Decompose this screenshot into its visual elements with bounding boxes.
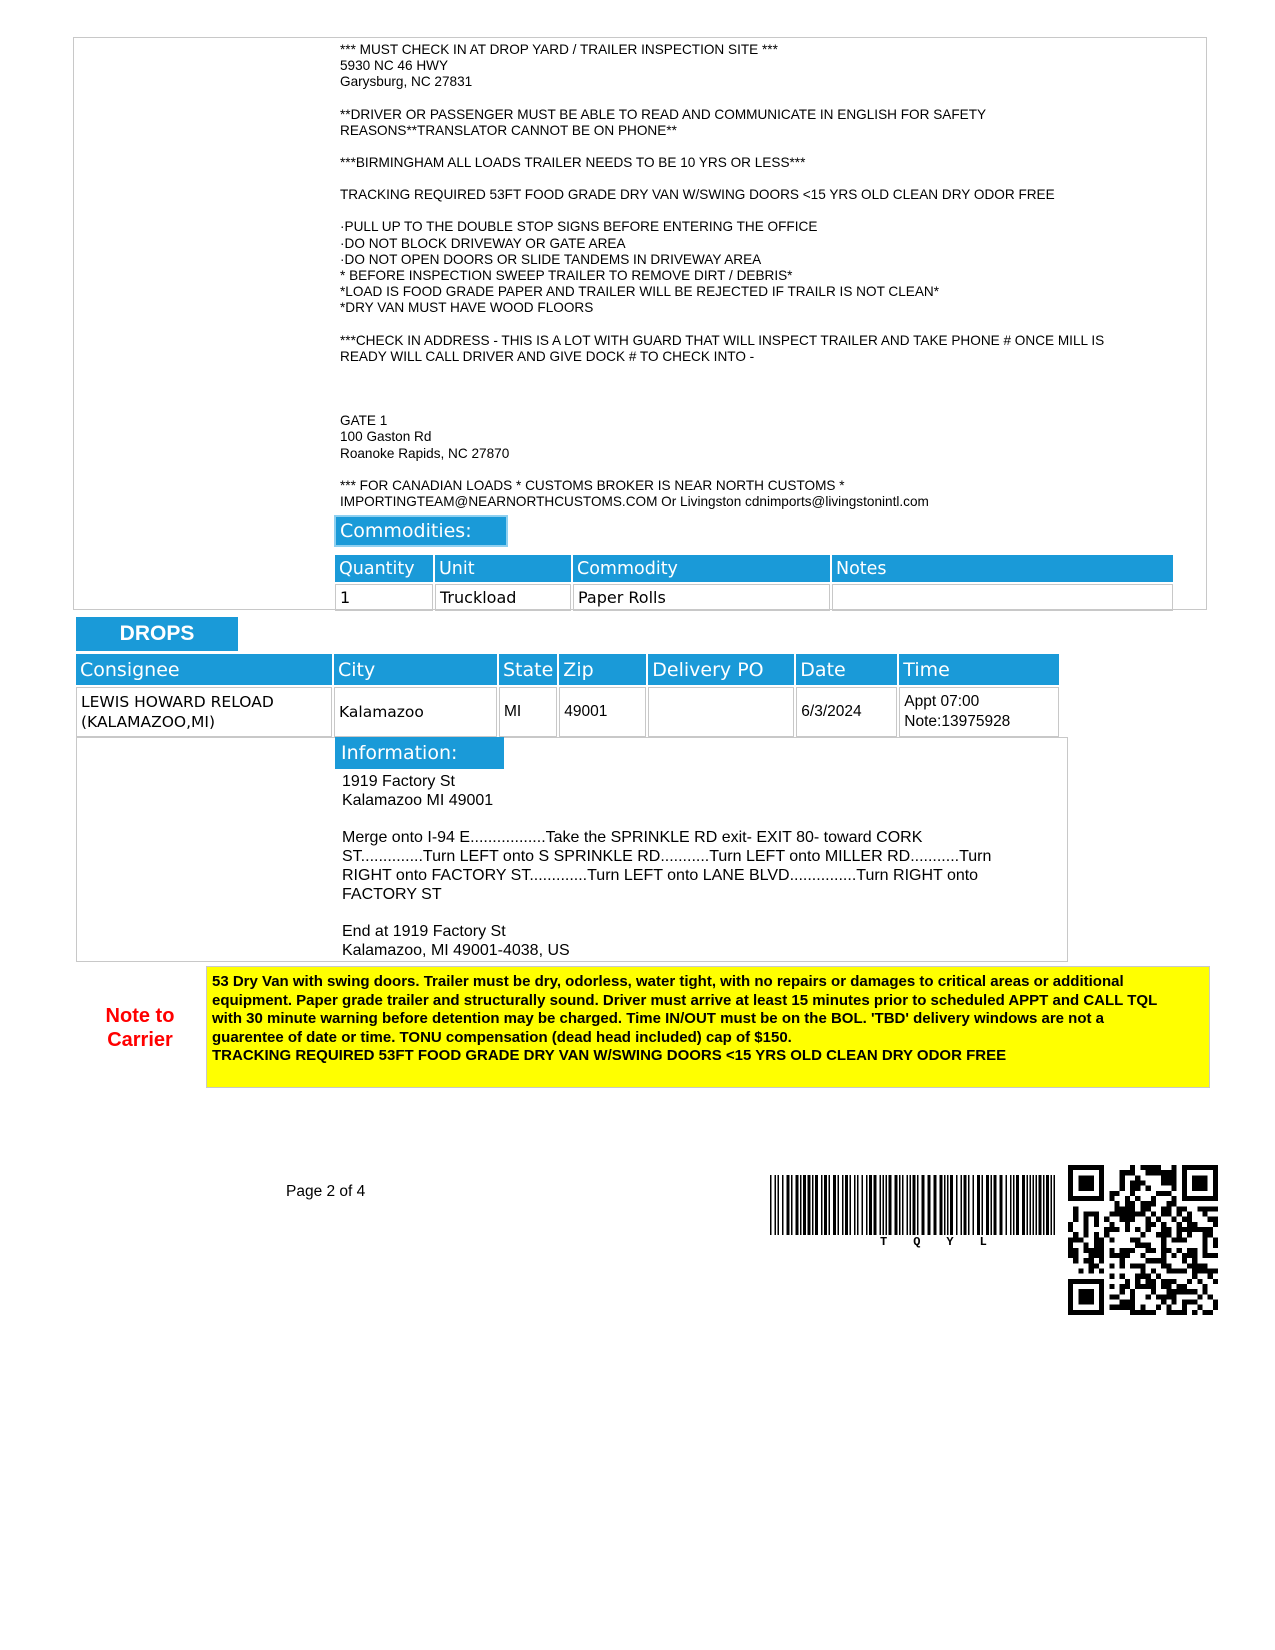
note-line: 53 Dry Van with swing doors. Trailer must be dry, odorless, water tight, with no repairs or damages to critical areas or additional bbox=[212, 973, 1124, 990]
appt-time: Appt 07:00 bbox=[904, 693, 980, 710]
notes-paragraph bbox=[340, 219, 1190, 316]
cell-delivery-po bbox=[648, 687, 794, 737]
notes-paragraph bbox=[342, 828, 1042, 904]
notes-paragraph bbox=[340, 413, 1190, 462]
col-time: Time bbox=[899, 654, 1059, 685]
text-line: READY WILL CALL DRIVER AND GIVE DOCK # TO CHECK INTO - bbox=[340, 348, 755, 364]
notes-paragraph bbox=[340, 187, 1190, 203]
note-to-carrier-box bbox=[206, 966, 1210, 1088]
text-line: ·DO NOT OPEN DOORS OR SLIDE TANDEMS IN DRIVEWAY AREA bbox=[340, 251, 762, 267]
text-line: ***BIRMINGHAM ALL LOADS TRAILER NEEDS TO BE 10 YRS OR LESS*** bbox=[340, 155, 806, 171]
text-line: **DRIVER OR PASSENGER MUST BE ABLE TO READ AND COMMUNICATE IN ENGLISH FOR SAFETY bbox=[340, 106, 987, 122]
text-line: ·PULL UP TO THE DOUBLE STOP SIGNS BEFORE ENTERING THE OFFICE bbox=[340, 219, 818, 235]
notes-paragraph bbox=[340, 107, 1190, 139]
text-line: 1919 Factory St bbox=[342, 773, 455, 790]
text-line: GATE 1 bbox=[340, 413, 388, 429]
text-line: RIGHT onto FACTORY ST.............Turn LEFT onto LANE BLVD...............Turn RIGHT onto bbox=[342, 867, 979, 884]
text-line: End at 1919 Factory St bbox=[342, 923, 506, 940]
table-row bbox=[76, 687, 1059, 737]
text-line: * BEFORE INSPECTION SWEEP TRAILER TO REMOVE DIRT / DEBRIS* bbox=[340, 268, 793, 284]
notes-paragraph bbox=[340, 155, 1190, 171]
col-city: City bbox=[334, 654, 497, 685]
cell-time bbox=[899, 687, 1059, 737]
cell-zip: 49001 bbox=[559, 687, 646, 737]
notes-paragraph bbox=[340, 381, 1190, 397]
text-line: *** MUST CHECK IN AT DROP YARD / TRAILER INSPECTION SITE *** bbox=[340, 42, 778, 57]
text-line: Merge onto I-94 E.................Take the SPRINKLE RD exit- EXIT 80- toward CORK bbox=[342, 829, 923, 846]
cell-state: MI bbox=[499, 687, 557, 737]
note-label-line: Note to bbox=[105, 1005, 175, 1027]
note-line: TRACKING REQUIRED 53FT FOOD GRADE DRY VAN W/SWING DOORS <15 YRS OLD CLEAN DRY ODOR FREE bbox=[212, 1047, 1007, 1064]
drops-heading: DROPS bbox=[76, 617, 238, 651]
note-line: with 30 minute warning before detention may be charged. Time IN/OUT must be on the BOL. 'TBD' delivery windows are not a bbox=[212, 1010, 1104, 1027]
pickup-notes bbox=[340, 42, 1190, 526]
consignee-location: (KALAMAZOO,MI) bbox=[81, 713, 216, 731]
col-delivery-po: Delivery PO bbox=[648, 654, 794, 685]
text-line bbox=[340, 381, 1190, 397]
col-date: Date bbox=[796, 654, 897, 685]
text-line: *** FOR CANADIAN LOADS * CUSTOMS BROKER IS NEAR NORTH CUSTOMS * bbox=[340, 477, 845, 493]
cell-quantity: 1 bbox=[335, 584, 433, 611]
text-line: ST..............Turn LEFT onto S SPRINKLE RD...........Turn LEFT onto MILLER RD...........Turn bbox=[342, 848, 992, 865]
barcode-icon bbox=[768, 1175, 1058, 1235]
col-consignee: Consignee bbox=[76, 654, 332, 685]
qr-code-icon bbox=[1068, 1165, 1218, 1315]
text-line: *DRY VAN MUST HAVE WOOD FLOORS bbox=[340, 300, 594, 316]
col-zip: Zip bbox=[559, 654, 646, 685]
text-line: 100 Gaston Rd bbox=[340, 429, 432, 445]
col-commodity: Commodity bbox=[573, 555, 830, 582]
col-unit: Unit bbox=[435, 555, 571, 582]
cell-date: 6/3/2024 bbox=[796, 687, 897, 737]
text-line: Kalamazoo, MI 49001-4038, US bbox=[342, 942, 570, 959]
col-state: State bbox=[499, 654, 557, 685]
text-line: TRACKING REQUIRED 53FT FOOD GRADE DRY VAN W/SWING DOORS <15 YRS OLD CLEAN DRY ODOR FREE bbox=[340, 187, 1055, 203]
text-line: Roanoke Rapids, NC 27870 bbox=[340, 445, 510, 461]
appt-note: Note:13975928 bbox=[904, 713, 1011, 730]
cell-unit: Truckload bbox=[435, 584, 571, 611]
commodity-table bbox=[333, 553, 1207, 613]
text-line: IMPORTINGTEAM@NEARNORTHCUSTOMS.COM Or Livingston cdnimports@livingstonintl.com bbox=[340, 494, 929, 510]
text-line: *LOAD IS FOOD GRADE PAPER AND TRAILER WILL BE REJECTED IF TRAILR IS NOT CLEAN* bbox=[340, 284, 940, 300]
note-line: equipment. Paper grade trailer and structurally sound. Driver must arrive at least 15 minutes prior to scheduled APPT and CALL TQL bbox=[212, 991, 1158, 1009]
notes-paragraph bbox=[340, 42, 1190, 91]
drop-directions bbox=[342, 772, 1042, 978]
text-line: REASONS**TRANSLATOR CANNOT BE ON PHONE** bbox=[340, 122, 677, 138]
cell-city: Kalamazoo bbox=[334, 687, 497, 737]
notes-paragraph bbox=[340, 333, 1190, 365]
text-line: FACTORY ST bbox=[342, 886, 442, 903]
cell-notes bbox=[832, 584, 1173, 611]
cell-commodity: Paper Rolls bbox=[573, 584, 830, 611]
col-notes: Notes bbox=[832, 555, 1173, 582]
note-line: guarentee of date or time. TONU compensation (dead head included) cap of $150. bbox=[212, 1028, 792, 1046]
cell-consignee bbox=[76, 687, 332, 737]
notes-paragraph bbox=[340, 478, 1190, 510]
barcode-text: TQYL bbox=[880, 1235, 1013, 1249]
information-heading: Information: bbox=[335, 737, 504, 769]
table-row bbox=[335, 584, 1173, 611]
note-to-carrier-label bbox=[95, 1004, 185, 1052]
col-quantity: Quantity bbox=[335, 555, 433, 582]
commodities-heading: Commodities: bbox=[334, 515, 508, 547]
notes-paragraph bbox=[342, 772, 1042, 810]
text-line: 5930 NC 46 HWY bbox=[340, 58, 449, 74]
text-line: Kalamazoo MI 49001 bbox=[342, 792, 494, 809]
drops-table bbox=[74, 652, 1061, 739]
text-line: Garysburg, NC 27831 bbox=[340, 74, 473, 90]
notes-paragraph bbox=[342, 922, 1042, 960]
page-number: Page 2 of 4 bbox=[286, 1183, 366, 1200]
consignee-name: LEWIS HOWARD RELOAD bbox=[81, 693, 274, 711]
text-line: ***CHECK IN ADDRESS - THIS IS A LOT WITH GUARD THAT WILL INSPECT TRAILER AND TAKE PHONE # ONCE MILL IS bbox=[340, 332, 1105, 348]
note-label-line: Carrier bbox=[107, 1029, 173, 1051]
text-line: ·DO NOT BLOCK DRIVEWAY OR GATE AREA bbox=[340, 235, 626, 251]
